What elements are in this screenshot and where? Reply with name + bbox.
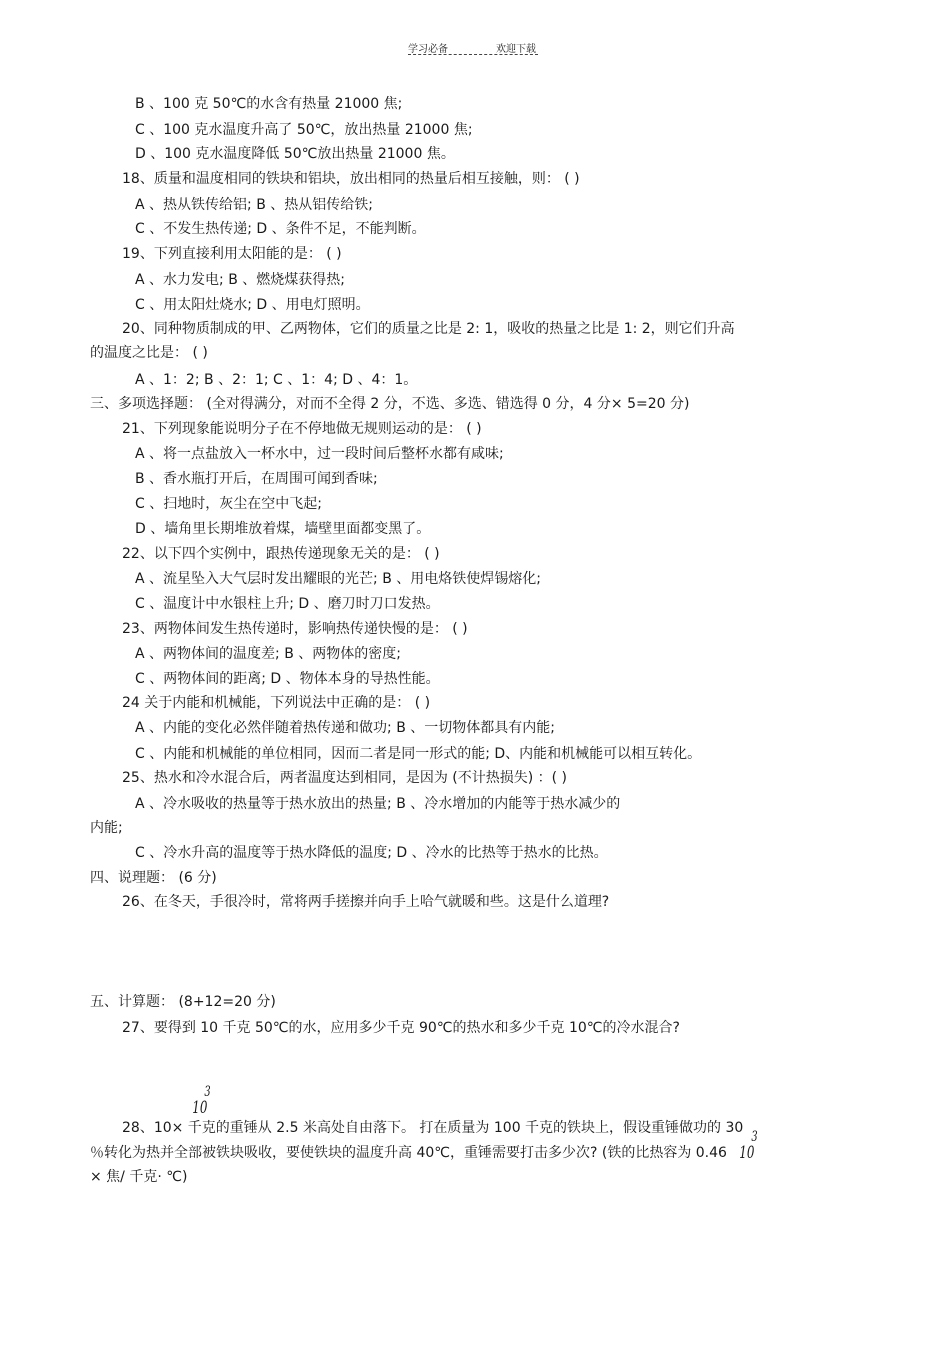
- power-exponent: 3: [751, 1129, 758, 1145]
- header-divider: [408, 54, 538, 55]
- text-line: C 、扫地时，灰尘在空中飞起;: [135, 496, 322, 512]
- question-26: 26、在冬天，手很冷时，常将两手搓擦并向手上哈气就暖和些。这是什么道理?: [122, 894, 610, 910]
- text-line: C 、内能和机械能的单位相同，因而二者是同一形式的能; D、内能和机械能可以相互转化。: [135, 746, 702, 762]
- question-28: 28、10× 千克的重锤从 2.5 米高处自由落下。 打在质量为 100 千克的铁块上，假设重锤做功的 30: [122, 1120, 744, 1136]
- section-heading: 五、计算题： (8+12=20 分): [90, 994, 276, 1010]
- text-line: A 、1：2; B 、2：1; C 、1：4; D 、4：1。: [135, 372, 418, 388]
- text-line: C 、用太阳灶烧水; D 、用电灯照明。: [135, 297, 370, 313]
- text-line: C 、温度计中水银柱上升; D 、磨刀时刀口发热。: [135, 596, 440, 612]
- text-line: A 、热从铁传给铝; B 、热从铝传给铁;: [135, 197, 373, 213]
- question-25: 25、热水和冷水混合后，两者温度达到相同，是因为 (不计热损失) ：( ): [122, 770, 568, 786]
- text-line: ％转化为热并全部被铁块吸收，要使铁块的温度升高 40℃，重锤需要打击多少次? (铁的比热容为 0.46: [90, 1145, 727, 1161]
- header-right: 欢迎下载: [496, 44, 536, 55]
- text-line: A 、内能的变化必然伴随着热传递和做功; B 、一切物体都具有内能;: [135, 720, 555, 736]
- text-line: C 、冷水升高的温度等于热水降低的温度; D 、冷水的比热等于热水的比热。: [135, 845, 608, 861]
- text-line: A 、将一点盐放入一杯水中，过一段时间后整杯水都有咸味;: [135, 446, 504, 462]
- question-22: 22、以下四个实例中，跟热传递现象无关的是： ( ): [122, 546, 440, 562]
- section-heading: 三、多项选择题： (全对得满分，对而不全得 2 分，不选、多选、错选得 0 分，4 分× 5=20 分): [90, 396, 690, 412]
- text-line: B 、100 克 50℃的水含有热量 21000 焦;: [135, 96, 403, 112]
- text-line: A 、冷水吸收的热量等于热水放出的热量; B 、冷水增加的内能等于热水减少的: [135, 796, 621, 812]
- text-line: × 焦/ 千克· ℃): [90, 1169, 188, 1185]
- question-27: 27、要得到 10 千克 50℃的水，应用多少千克 90℃的热水和多少千克 10℃的冷水混合?: [122, 1020, 680, 1036]
- text-line: 内能;: [90, 820, 123, 836]
- header-left: 学习必备: [408, 44, 448, 55]
- text-line: A 、两物体间的温度差; B 、两物体的密度;: [135, 646, 401, 662]
- question-19: 19、下列直接利用太阳能的是： ( ): [122, 246, 342, 262]
- power-base: 10: [739, 1143, 755, 1163]
- power-exponent: 3: [204, 1084, 211, 1100]
- text-line: C 、两物体间的距离; D 、物体本身的导热性能。: [135, 671, 440, 687]
- text-line: C 、100 克水温度升高了 50℃，放出热量 21000 焦;: [135, 122, 473, 138]
- question-23: 23、两物体间发生热传递时，影响热传递快慢的是： ( ): [122, 621, 468, 637]
- text-line: B 、香水瓶打开后，在周围可闻到香味;: [135, 471, 378, 487]
- text-line: 的温度之比是： ( ): [90, 345, 208, 361]
- text-line: D 、100 克水温度降低 50℃放出热量 21000 焦。: [135, 146, 455, 162]
- question-21: 21、下列现象能说明分子在不停地做无规则运动的是： ( ): [122, 421, 482, 437]
- text-line: A 、水力发电; B 、燃烧煤获得热;: [135, 272, 345, 288]
- question-20: 20、同种物质制成的甲、乙两物体，它们的质量之比是 2: 1，吸收的热量之比是 1: 2，则它们升高: [122, 321, 735, 337]
- section-heading: 四、说理题： (6 分): [90, 870, 217, 886]
- text-line: D 、墙角里长期堆放着煤，墙壁里面都变黑了。: [135, 521, 431, 537]
- question-18: 18、质量和温度相同的铁块和铝块，放出相同的热量后相互接触，则： ( ): [122, 171, 580, 187]
- question-24: 24 关于内能和机械能，下列说法中正确的是： ( ): [122, 695, 431, 711]
- text-line: C 、不发生热传递; D 、条件不足，不能判断。: [135, 221, 426, 237]
- text-line: A 、流星坠入大气层时发出耀眼的光芒; B 、用电烙铁使焊锡熔化;: [135, 571, 541, 587]
- power-base: 10: [192, 1098, 208, 1118]
